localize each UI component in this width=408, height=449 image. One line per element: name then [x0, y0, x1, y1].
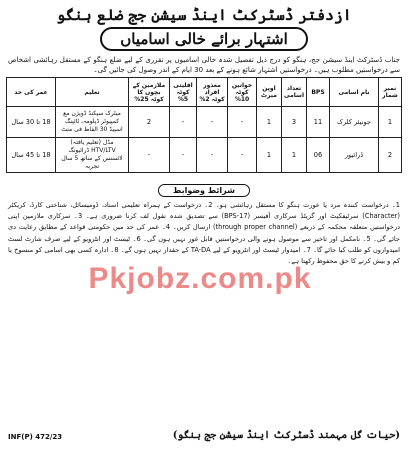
header-sr: نمبر شمار — [379, 78, 402, 107]
footer — [8, 423, 400, 443]
cell-disabled: - — [197, 107, 228, 138]
header-disabled: معذور افراد کوٹہ 2% — [197, 78, 228, 107]
cell-sr: 1 — [379, 107, 402, 138]
cell-age: 18 تا 45 سال — [7, 138, 56, 173]
cell-qualification: مڈل (تعلیم یافتہ) HTV/LTV ڈرائیونگ لائسنس کے ساتھ 5 سال تجربہ — [56, 138, 129, 173]
header-bps: BPS — [307, 78, 330, 107]
cell-open: 1 — [257, 107, 282, 138]
signature-block: (حیات گل مہمند ڈسٹرکٹ اینڈ سیشن جج ہنگو) — [172, 430, 400, 441]
cell-total: 3 — [282, 107, 307, 138]
intro-text: جناب ڈسٹرکٹ اینڈ سیشن جج، ہنگو کو درج ذیل تفصیل شدہ خالی اسامیوں پر تقرری کے لیے ضلع ہنگو کے مستقل رہائشی اشخاص سے درخواستیں مطلوب ہیں۔ درخواستیں اشتہار شائع ہونے کے بعد 30 ایام کے اندر وصول کی جائیں گی۔ — [8, 56, 400, 74]
terms-heading: شرائط وضوابط — [158, 184, 250, 197]
terms-heading-wrap — [6, 178, 402, 197]
cell-women: - — [228, 107, 257, 138]
table-row — [7, 107, 402, 138]
table-row — [7, 138, 402, 173]
cell-minority: - — [170, 107, 197, 138]
cell-bps: 11 — [307, 107, 330, 138]
cell-age: 18 تا 30 سال — [7, 107, 56, 138]
watermark: Pkjobz.com.pk — [88, 262, 312, 295]
header-employee: ملازمین کے بچوں کا کوٹہ 25% — [129, 78, 170, 107]
cell-post: ڈرائیور — [330, 138, 379, 173]
cell-qualification: میٹرک سیکنڈ ڈویژن مع کمپیوٹر ڈپلومہ، ٹائپنگ اسپیڈ 30 الفاظ فی منٹ — [56, 107, 129, 138]
cell-employee: 2 — [129, 107, 170, 138]
terms-text: 1۔ درخواست کنندہ مرد یا عورت ہنگو کا مستقل رہائشی ہو۔ 2۔ درخواست کے ہمراہ تعلیمی اسناد، ڈومیسائل، شناختی کارڈ، کریکٹر (Character) سرٹیفکیٹ اور گزیٹڈ سرکاری آفیسر (BPS-17) سے تصدیق شدہ نقول لف کرنا ضروری ہے۔ 3۔ سرکاری ملازمین اپنی درخواستیں متعلقہ محکمہ کے ذریعے (through proper channel) ارسال کریں۔ 4۔ عمر کی حد میں حکومتی قواعد کے مطابق رعایت دی جائے گی۔ 5۔ نامکمل اور تاخیر سے موصول ہونے والی درخواستیں قابل غور نہیں ہوں گی۔ 6۔ ٹیسٹ اور انٹرویو کے لیے صرف شارٹ لسٹ امیدواروں کو طلب کیا جائے گا۔ 7۔ امیدوار ٹیسٹ اور انٹرویو کے لیے TA-DA کے حقدار نہیں ہوں گے۔ 8۔ ادارہ کسی بھی اسامی کو منسوخ یا کم و بیش کرنے کا حق محفوظ رکھتا ہے۔ — [8, 201, 401, 266]
header-age: عمر کی حد — [7, 78, 56, 107]
cell-total: 1 — [282, 138, 307, 173]
cell-women: - — [228, 138, 257, 173]
header-total: تعداد اسامی — [282, 78, 307, 107]
cell-employee: - — [129, 138, 170, 173]
title-wrap — [6, 27, 402, 51]
cell-minority: - — [170, 138, 197, 173]
header-open: اوپن میرٹ — [257, 78, 282, 107]
advertisement-title: اشتہار برائے خالی اسامیاں — [100, 27, 307, 51]
cell-disabled: - — [197, 138, 228, 173]
cell-open: 1 — [257, 138, 282, 173]
header-qualification: تعلیم — [56, 78, 129, 107]
header-post: نام اسامی — [330, 78, 379, 107]
cell-bps: 06 — [307, 138, 330, 173]
office-title: ازدفتر ڈسٹرکٹ اینڈ سیشن جج ضلع ہنگو — [56, 6, 352, 24]
reference-number: INF(P) 472/23 — [8, 433, 63, 441]
cell-post: جونیئر کلرک — [330, 107, 379, 138]
cell-sr: 2 — [379, 138, 402, 173]
header-minority: اقلیتی کوٹہ 5% — [170, 78, 197, 107]
header-women: خواتین کوٹہ 10% — [228, 78, 257, 107]
table-header-row — [7, 78, 402, 107]
posts-table — [6, 77, 402, 173]
